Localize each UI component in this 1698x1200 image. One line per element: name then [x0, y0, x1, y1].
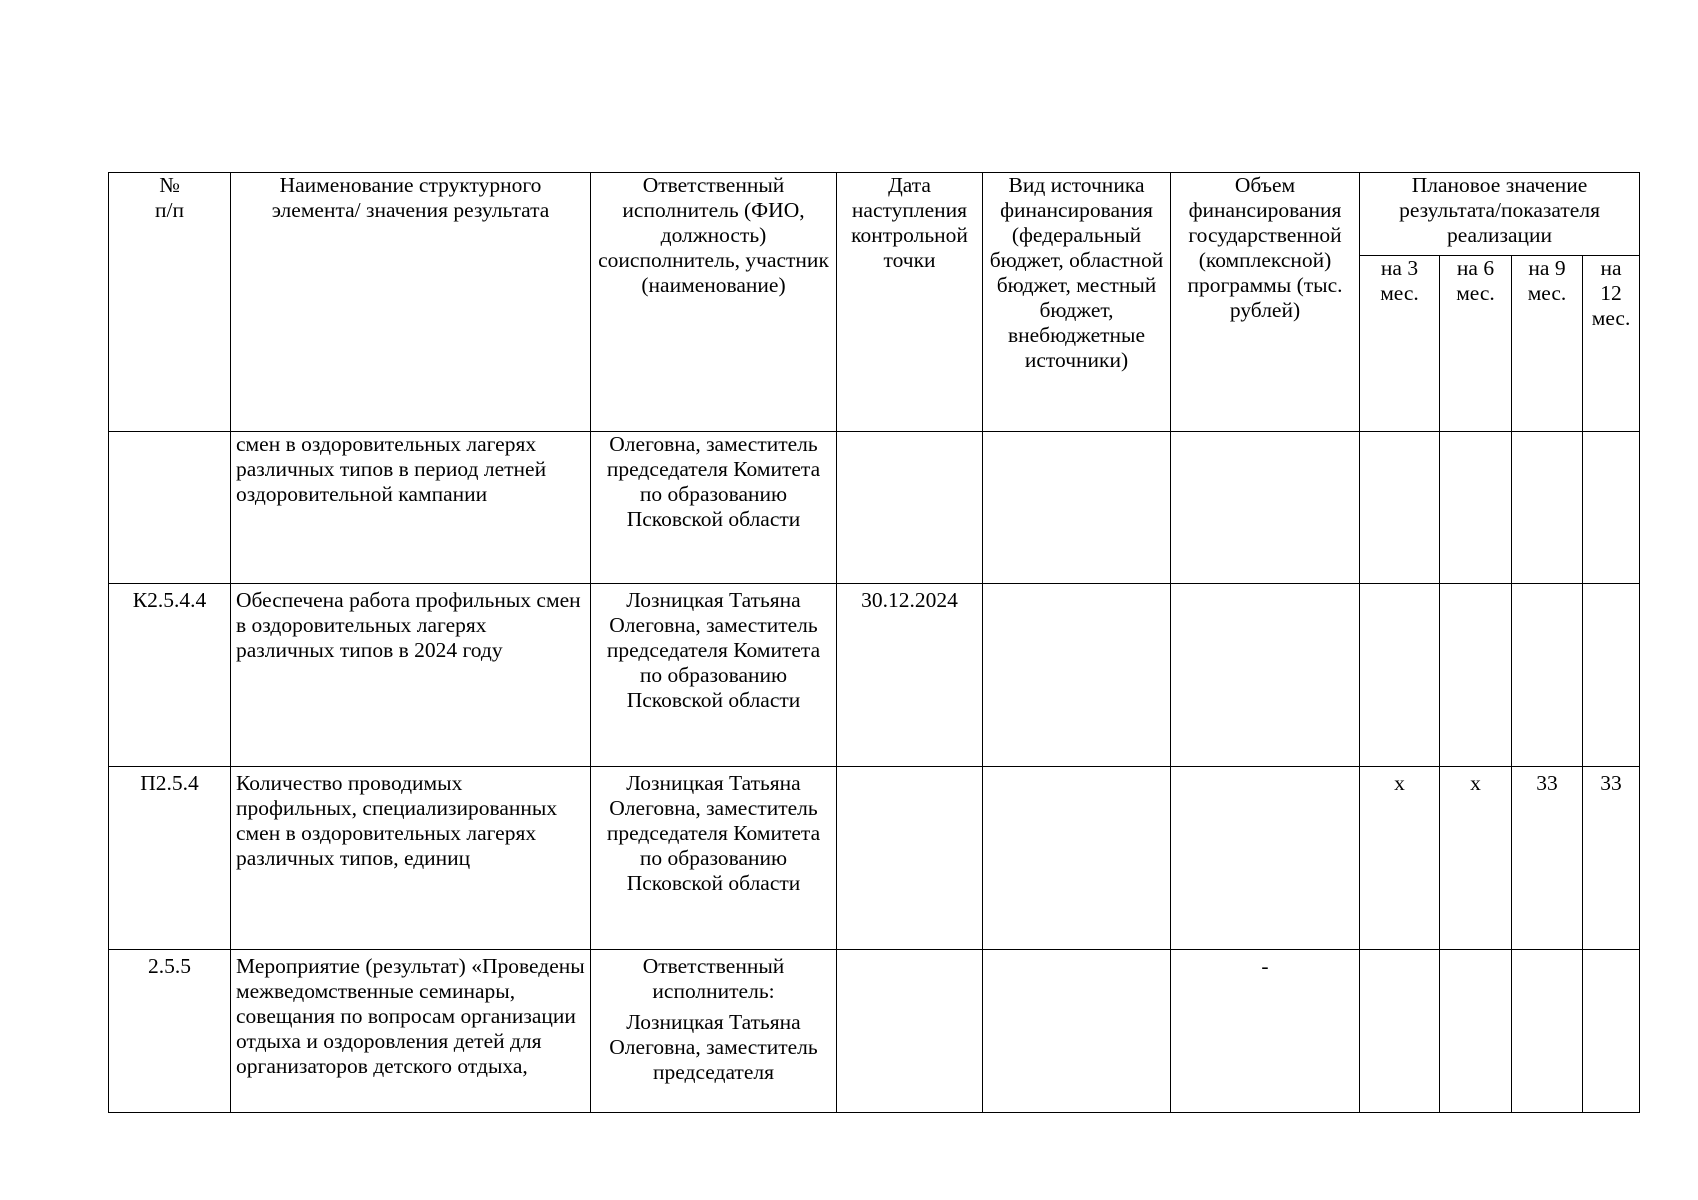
row-responsible-label: Ответственный исполнитель:	[642, 954, 785, 1003]
header-responsible: Ответственный исполнитель (ФИО, должность) соисполнитель, участник (наименование)	[591, 173, 837, 432]
row-plan-6m	[1440, 584, 1512, 767]
header-source: Вид источника финансирования (федеральный бюджет, областной бюджет, местный бюджет, внебюджетные источники)	[983, 173, 1171, 432]
row-name: Обеспечена работа профильных смен в оздоровительных лагерях различных типов в 2024 году	[231, 584, 591, 767]
table-row	[109, 584, 1640, 767]
header-plan-6m: на 6 мес.	[1440, 256, 1512, 432]
row-responsible	[591, 950, 837, 1113]
row-plan-6m	[1440, 432, 1512, 584]
header-date: Дата наступления контрольной точки	[837, 173, 983, 432]
row-plan-12m: 33	[1583, 767, 1640, 950]
row-volume	[1171, 584, 1360, 767]
row-name: Мероприятие (результат) «Проведены межведомственные семинары, совещания по вопросам организации отдыха и оздоровления детей для организаторов детского отдыха,	[231, 950, 591, 1113]
header-plan: Плановое значение результата/показателя реализации	[1360, 173, 1640, 256]
row-plan-9m	[1512, 432, 1583, 584]
row-plan-3m	[1360, 950, 1440, 1113]
row-plan-12m	[1583, 950, 1640, 1113]
table-row	[109, 432, 1640, 584]
row-responsible-person: Лозницкая Татьяна Олеговна, заместитель председателя	[609, 1010, 818, 1084]
row-plan-12m	[1583, 432, 1640, 584]
header-volume: Объем финансирования государственной (комплексной) программы (тыс. рублей)	[1171, 173, 1360, 432]
row-number	[109, 432, 231, 584]
row-responsible: Олеговна, заместитель председателя Комитета по образованию Псковской области	[591, 432, 837, 584]
header-number: № п/п	[109, 173, 231, 432]
row-date	[837, 767, 983, 950]
row-volume	[1171, 767, 1360, 950]
row-plan-6m	[1440, 950, 1512, 1113]
table-row	[109, 767, 1640, 950]
row-number: П2.5.4	[109, 767, 231, 950]
row-name: смен в оздоровительных лагерях различных типов в период летней оздоровительной кампании	[231, 432, 591, 584]
row-source	[983, 584, 1171, 767]
row-source	[983, 950, 1171, 1113]
row-volume	[1171, 432, 1360, 584]
row-plan-9m	[1512, 584, 1583, 767]
row-plan-9m: 33	[1512, 767, 1583, 950]
table-row	[109, 950, 1640, 1113]
row-source	[983, 767, 1171, 950]
row-responsible: Лозницкая Татьяна Олеговна, заместитель председателя Комитета по образованию Псковской области	[591, 584, 837, 767]
row-responsible: Лозницкая Татьяна Олеговна, заместитель председателя Комитета по образованию Псковской области	[591, 767, 837, 950]
row-date	[837, 950, 983, 1113]
row-plan-6m: х	[1440, 767, 1512, 950]
row-date: 30.12.2024	[837, 584, 983, 767]
row-name: Количество проводимых профильных, специализированных смен в оздоровительных лагерях различных типов, единиц	[231, 767, 591, 950]
row-date	[837, 432, 983, 584]
row-plan-3m	[1360, 584, 1440, 767]
row-plan-9m	[1512, 950, 1583, 1113]
row-volume: -	[1171, 950, 1360, 1113]
row-number: К2.5.4.4	[109, 584, 231, 767]
row-plan-12m	[1583, 584, 1640, 767]
header-plan-9m: на 9 мес.	[1512, 256, 1583, 432]
plan-table	[108, 172, 1640, 1113]
row-plan-3m: х	[1360, 767, 1440, 950]
header-name: Наименование структурного элемента/ значения результата	[231, 173, 591, 432]
row-plan-3m	[1360, 432, 1440, 584]
header-plan-3m: на 3 мес.	[1360, 256, 1440, 432]
row-source	[983, 432, 1171, 584]
header-plan-12m: на 12 мес.	[1583, 256, 1640, 432]
row-number: 2.5.5	[109, 950, 231, 1113]
